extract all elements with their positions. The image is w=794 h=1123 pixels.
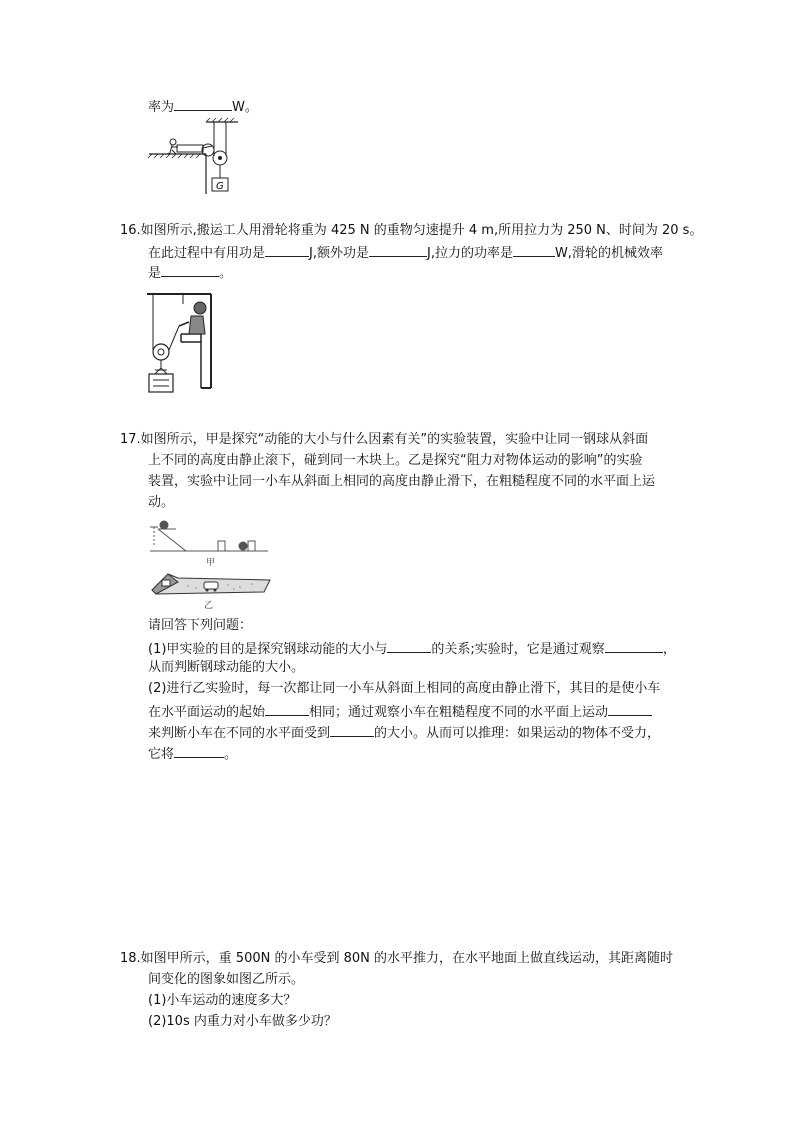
q17-p2-text-d: 来判断小车在不同的水平面受到	[148, 726, 331, 741]
q18-sub-question-1: (1)小车运动的速度多大？	[148, 993, 297, 1008]
q16-efficiency-blank	[161, 262, 219, 277]
q18-sub-question-2: (2)10s 内重力对小车做多少功？	[148, 1014, 337, 1029]
q17-figure-yi-label: 乙	[204, 601, 214, 611]
q17-line-4: 动。	[148, 495, 175, 510]
q17-p1-factor-blank	[387, 638, 431, 653]
q16-useful-work-blank	[265, 242, 309, 257]
q15-tail-line	[148, 96, 258, 117]
q16-line-3-pre: 是	[148, 266, 162, 281]
q17-part-1-line-1	[148, 638, 676, 659]
q16-worker-pulley-figure	[145, 290, 225, 398]
q16-useful-work-text: 在此过程中有用功是	[148, 246, 266, 261]
q18-line-1: 18.如图甲所示，重 500N 的小车受到 80N 的水平推力，在水平地面上做直线运动，其距离随时	[120, 951, 674, 966]
q15-tail-post: W。	[232, 100, 258, 115]
q17-p2-resistance-blank	[330, 722, 374, 737]
q17-part-2-line-2	[148, 701, 652, 722]
q17-part-1-line-2: 从而判断钢球动能的大小。	[148, 660, 305, 675]
q16-line-1: 16.如图所示,搬运工人用滑轮将重为 425 N 的重物匀速提升 4 m,所用拉力为 250 N、时间为 20 s。	[120, 223, 703, 238]
q17-p2-inference-blank	[174, 743, 224, 758]
q16-power-blank	[513, 242, 555, 257]
q17-prompt: 请回答下列问题：	[148, 618, 253, 633]
q17-p2-text-f: 它将	[148, 747, 175, 762]
q17-p2-text-e: 的大小。从而可以推理：如果运动的物体不受力，	[374, 726, 661, 741]
q17-part-2-line-3	[148, 722, 660, 743]
q15-pulley-figure	[146, 116, 246, 196]
q17-p2-text-b: 在水平面运动的起始	[148, 705, 266, 720]
q15-power-blank	[174, 96, 232, 111]
q17-line-3: 装置，实验中让同一小车从斜面上相同的高度由静止滑下，在粗糙程度不同的水平面上运	[148, 474, 656, 489]
q17-figure-jia	[148, 515, 272, 569]
q15-weight-label: G	[216, 181, 224, 192]
q18-line-2: 间变化的图象如图乙所示。	[148, 972, 305, 987]
q17-p1-text-c: ，	[662, 642, 676, 657]
q17-line-2: 上不同的高度由静止滚下，碰到同一木块上。乙是探究“阻力对物体运动的影响”的实验	[148, 453, 643, 468]
q17-figure-yi	[148, 570, 274, 612]
q17-p2-text-g: 。	[224, 747, 238, 762]
q17-part-2-line-4	[148, 743, 237, 764]
q16-line-3-post: 。	[219, 266, 233, 281]
q17-figure-jia-label: 甲	[206, 558, 216, 568]
q17-p2-speed-blank	[265, 701, 309, 716]
q16-extra-work-text: J,额外功是	[309, 246, 369, 261]
q17-line-1: 17.如图所示，甲是探究“动能的大小与什么因素有关”的实验装置，实验中让同一钢球从斜面	[120, 432, 649, 447]
q17-p2-distance-blank	[608, 701, 652, 716]
q17-p1-text-b: 的关系;实验时，它是通过观察	[431, 642, 605, 657]
q16-power-text: J,拉力的功率是	[426, 246, 513, 261]
q17-p1-observe-blank	[605, 638, 663, 653]
q16-line-3	[148, 262, 232, 283]
q16-extra-work-blank	[369, 242, 427, 257]
q16-efficiency-text: W,滑轮的机械效率	[554, 246, 663, 261]
q17-p2-text-c: 相同；通过观察小车在粗糙程度不同的水平面上运动	[309, 705, 609, 720]
q17-part-2-line-1: (2)进行乙实验时，每一次都让同一小车从斜面上相同的高度由静止滑下，其目的是使小车	[148, 681, 661, 696]
q15-tail-pre: 率为	[148, 100, 175, 115]
q17-p1-text-a: (1)甲实验的目的是探究钢球动能的大小与	[148, 642, 388, 657]
q16-line-2	[148, 242, 663, 263]
